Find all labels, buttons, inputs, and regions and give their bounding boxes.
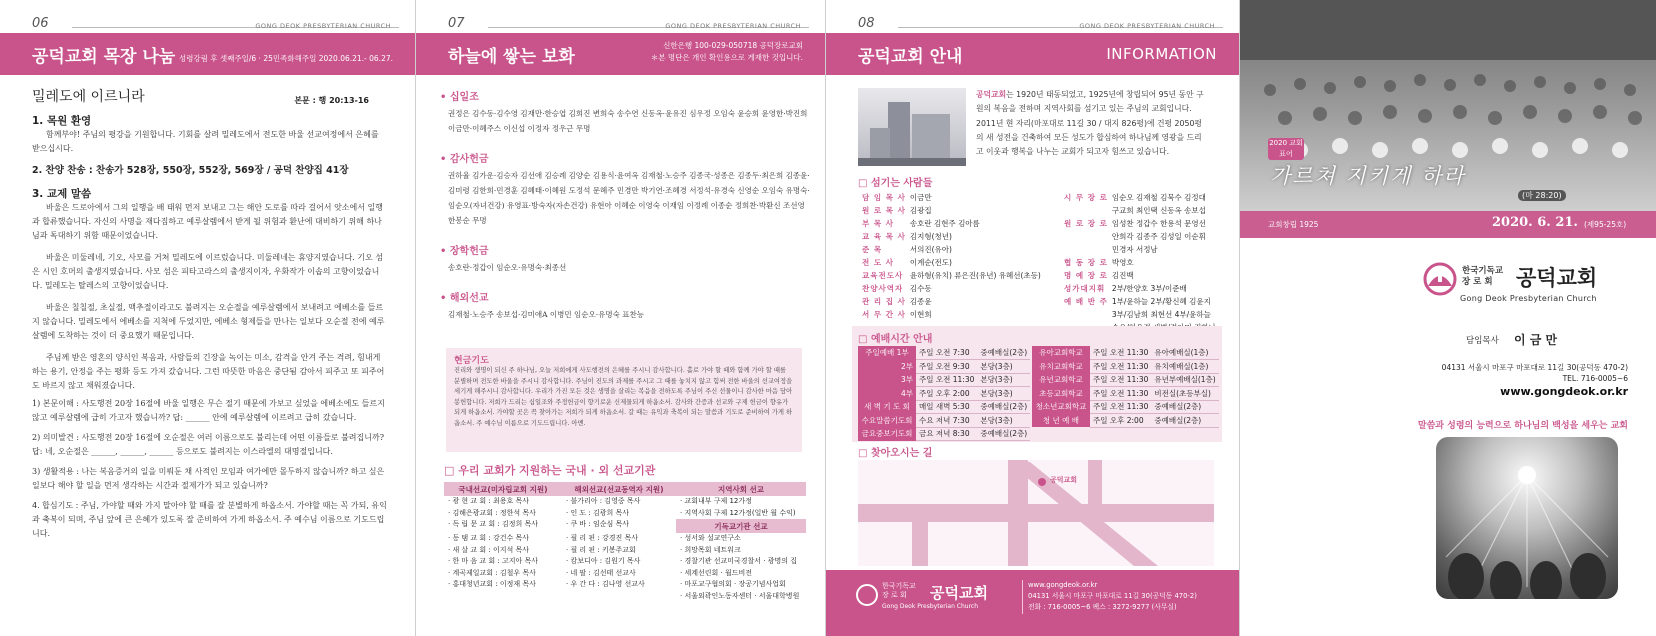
church-english-name: Gong Deok Presbyterian Church [1460,294,1597,303]
offering-list [440,88,810,322]
congregation-photo [1240,0,1656,238]
mission-item: · 필 리 핀 : 키봉주교회 [566,545,636,554]
service-heading: □ 예배시간 안내 [858,334,933,345]
section-fellowship: 3. 교제 말씀 [32,188,92,200]
motto-badge: 2020 교회표어 [1269,139,1303,158]
scripture-ref: 본문 : 행 20:13-16 [294,96,369,105]
map-graphic [858,460,1214,566]
section-welcome: 1. 목원 환영 [32,115,92,127]
bullet-icon: • [440,293,447,304]
paragraph: 주님께 받은 영혼의 양식인 복음과, 사람들의 긴장을 녹이는 미소, 감격을 안겨 주는 격려, 힘내게 하는 용기, 안정을 주는 평화 등도 가져 갔습니다. 그런 따뜻한 마음은 중단됨 감아서 피주고 또 피주어도 바르지 않고 채워졌습니다. [32,353,385,390]
staff-row: 찬양사역자 김수동 [862,284,932,293]
service-row: 청 년 예 배 주일 오후 2:00 중예배실(2층) [1032,414,1219,428]
footer-church-name: 공덕교회 [930,584,988,602]
staff-row: 원 로 목 사 김광집 [862,206,932,215]
prayer-text: 진리와 생명이 되신 주 하나님, 오늘 저희에게 사도행전의 은혜를 주시니 감사합니다. 홀로 가야 할 때와 함께 가야 할 때를 분별하며 전도한 바울을 주시니 감사합니다. 주님이 진도의 과제를 주시고 그 때를 놓치지 않고 힘써 전한 바울의 선교여정을 세기게 해주시니 감사합니다. 우리가 가진 모든 것은 생명을 살리는 복음을 전하도록 주님이 주신 선물이니 감사한 마음 담아 봉헌합니다. 저희가 드리는 십일조와 주정헌금이 향기로운 신제물되게 하옵소서. 감사와 간증과 선교와 구제 헌금이 향유가 되게 하옵소서. 가야할 곳은 꼭 찾아가는 저희가 되게 하옵소서. 갈 때는 유익과 축복이 되는 말씀과 기도로 준비하여 가게 하옵소서. 주 예수님 이름으로 기도드립니다. 아멘. [454,367,793,427]
service-row: 유치교회학교 주일 오전 11:30 유치예배실(1층) [1032,360,1219,374]
staff-row: 전 도 사 이계순(전도) [862,258,952,267]
staff-row: 원 로 장 로 임성찬 정갑수 한용석 문영선 [1064,219,1206,228]
map-church-label: 공덕교회 [1050,476,1078,484]
mission-item: · 홍대청년교회 : 이정재 목사 [448,580,536,588]
service-row: 새 벽 기 도 회 매일 새벽 5:30 중예배실(2층) [858,400,1030,414]
website-link[interactable]: www.gongdeok.or.kr [1500,385,1628,398]
page-title-band [826,33,1239,75]
paragraph: 바울은 칠칠절, 초실절, 맥추절이라고도 불려지는 오순절을 예루살렘에서 보내려고 에베소를 들르지 않습니다. 밀레도에서 에베소를 지척에 두었지만, 에베소 형제들을 만나는 일보다 오순절 전에 예루살렘에 도착하는 것이 더 중요했기 때문입니다. [32,303,385,340]
service-row: 유년교회학교 주일 오전 11:30 유년부예배실(1층) [1032,373,1219,387]
mission-item: · 광 현 교 회 : 최용호 목사 [448,497,530,505]
mission-item: · 네 팔 : 김선태 선교사 [566,568,636,577]
prayer-heading: 현금기도 [454,356,489,366]
offering-names: 권정은 김수동·김수영 김재만·한승엽 김희진 변희숙 송수연 신동옥·윤유진 심우정 오임숙 윤승희 윤영한·박진희 이금만·이혜주스 이신섭 이정자 정우근 무명 [448,109,808,133]
paragraph: 바울은 드로아에서 그의 일행을 배 태워 먼저 보내고 그는 해안 도로를 따라 걸어서 앗소에서 일행과 합류했습니다. 자신의 사명을 재다짐하고 예루살렘에서 받게 될 위험과 환난에 대비하기 위해 하나님과 독대하기 위함 때문이었습니다. [32,203,383,240]
staff-heading: □ 섬기는 사람들 [858,178,933,189]
staff-row: 부 목 사 송호란 김현주 김아름 [862,219,980,228]
footer-address: 04131 서울시 마포구 마포대로 11길 30(공덕동 470-2) [1028,592,1197,600]
question-3: 3) 생활적용 : 나는 복음증거의 일을 미뤄둔 채 사적인 모임과 여가에만 몰두하지 않습니까? 하고 싶은 일보다 해야 할 일을 먼저 생각하는 시간과 절제가가 되고 있습니까? [32,467,385,490]
service-row: 수요말씀기도회 수요 저녁 7:30 본당(3층) [858,414,1030,428]
section-prayer: 4. 합심기도 : 주님, 가야할 때와 가지 말아야 할 때를 잘 분별하게 하옵소서. 가야할 때는 꼭 가되, 유익과 축복이 되며, 주님 앞에 큰 은혜가 있도록 잘 준비하여 가게 하옵소서. 주 예수님 이름으로 기도드립니다. [32,501,387,538]
bullet-icon: • [440,154,447,165]
mission-item: · 경찰기관 선교미국경찰서 · 광명의 집 [680,557,798,565]
service-table-adult [858,346,1030,441]
logo-line: 장 로 회 [1462,277,1493,287]
logo-line: 한국기독교 [882,582,916,590]
footer-church-en: Gong Deok Presbyterian Church [882,603,979,610]
square-icon: □ [444,464,455,477]
bank-account: 신한은행 100-029-050718 공덕장로교회 [663,41,803,50]
offering-names: 권하율 김가운·김승자 김선애 김승례 김양순 김용식·윤여옥 김재철·노승주 김종국·성종은 김종두·최은희 김종윤·김미령 김한희·민경훈 김혜태·이혜원 도정석 문혜주 민경만 박기연·조혜경 서정석·유경숙 신영순 오임숙 유명숙·임순오(자녀건강) 유영표·방숙자(자손건강) 유현아 이혜순 이영숙 이재임 이정례 이종순 정희찬·박환신 조선영 한봉순 무명 [448,171,810,225]
mission-item: · 캄보디아 : 김원기 목사 [566,557,641,565]
staff-row: 3부/김남희 최현선 4부/윤하늘 [1111,310,1211,319]
page-06 [0,0,416,636]
question-2: 2) 의미발견 : 사도행전 20장 16절에 오순절은 여러 이름으로도 불리는데 어떤 이름들로 불려집니까? 답: 네, 오순절은 ______, ______, ______ 등으로도 불려지는 이스라엘의 대명절입니다. [32,433,385,456]
mission-item: · 마포교구협의회 · 장공기념사업회 [680,580,786,588]
service-row: 유아교회학교 주일 오전 11:30 유아예배실(1층) [1032,346,1219,360]
mission-item: · 한 마 음 교 회 : 고지아 목사 [448,557,539,565]
staff-row: 예 배 반 주 1부/윤하늘 2부/황신혜 김윤지 [1064,297,1211,306]
cover-page [1240,0,1656,636]
paragraph: 바울은 미둘레네, 기오, 사모를 거쳐 밀레도에 이르렀습니다. 미둘레네는 휴양지였습니다. 기오 섬은 시인 호머의 출생지였습니다. 사모 섬은 피타고라스의 출생지이자, 우화작가 이솝의 고향이었습니다. 밀레도는 탈레스의 고향이었습니다. [32,253,383,290]
mission-item: · 교회내부 구제 12가정 [680,497,752,505]
mission-item: · 동 탬 교 회 : 강건수 목사 [448,534,530,542]
church-name: GONG DEOK PRESBYTERIAN CHURCH [665,22,801,30]
offering-prayer-box [446,348,802,452]
mission-item: · 성서와 설교연구소 [680,534,741,542]
col-header: 해외선교(선교동역자 지원) [562,482,676,496]
offering-names: 송호란·정갑이 임순오·유명숙·최종선 [448,263,567,272]
page-title-band [416,33,825,75]
staff-row: 협 동 장 로 박영호 [1064,258,1134,267]
mission-item: · 세계선린회 · 월드비전 [680,568,752,577]
service-row: 4부 주일 오후 2:00 본당(3층) [858,387,1030,401]
service-row: 금요중보기도회 금요 저녁 8:30 중예배실(2층) [858,427,1030,441]
staff-table [860,191,1043,321]
missions-heading: □ 우리 교회가 지원하는 국내 · 외 선교기관 [444,464,656,477]
staff-row: 교육전도사 윤하형(유치) 류은진(유년) 유혜선(초등) [862,271,1041,280]
mission-item: · 새 살 교 회 : 이지석 목사 [448,545,530,554]
church-intro: 공덕교회는 1920년 태동되었고, 1925년에 창립되어 95년 동안 구원의 복음을 전하며 지역사회를 섬기고 있는 주님의 교회입니다. 2011년 현 자리(마포대로 11길 30 / 대지 826평)에 건평 2050평의 새 성전을 건축하여 모든 성도가 합심하여 하나님께 영광을 드리고 이웃과 행복을 나누는 교회가 되고자 힘쓰고 있습니다. [976,90,1204,157]
directions-heading: □ 찾아오시는 길 [858,448,933,459]
col-header: 기독교기관 선교 [676,519,806,533]
service-row: 청소년교회학교 주일 오전 11:30 중예배실(2층) [1032,400,1219,414]
page-08 [826,0,1240,636]
staff-row: 관 리 집 사 김종윤 [862,297,932,306]
offering-names: 김재철·노승주 송보섭·김미애A 이병민 임순오·유명숙 표찬능 [448,310,644,319]
logo-line: 한국기독교 [1462,266,1504,276]
footer-band [826,570,1240,636]
staff-row: 안희각 김종주 김성일 이순휘 [1111,232,1206,241]
service-row: 초등교회학교 주일 오전 11:30 비전실(초등부실) [1032,387,1219,401]
staff-row: 교 육 목 사 김지형(청년) [862,232,952,241]
page-title: 하늘에 쌓는 보화 [448,47,575,67]
logo-line: 장 로 회 [882,591,907,599]
offering-group: • 해외선교 김재철·노승주 송보섭·김미애A 이병민 임순오·유명숙 표찬능 [440,289,810,322]
staff-row: 민경자 서정남 [1111,245,1158,254]
service-row: 주일예배 1부 주일 오전 7:30 중예배실(2층) [858,346,1030,360]
missions-table [444,482,806,602]
sermon-title: 밀레도에 이르니라 [32,89,145,105]
page-number: 06 [32,16,49,31]
bullet-icon: • [440,246,447,257]
footer-phone: 전화 : 716-0005~6 팩스 : 3272-9277 (사무실) [1028,603,1177,611]
service-row: 2부 주일 오전 9:30 본당(3층) [858,360,1030,374]
page-title: 공덕교회 안내 [858,47,963,67]
mission-item: · 독 립 문 교 회 : 김정희 목사 [448,520,539,528]
offering-group: • 십일조 권정은 김수동·김수영 김재만·한승엽 김희진 변희숙 송수연 신동옥·윤유진 심우정 오임숙 윤승희 윤영한·박진희 이금만·이혜주스 이신섭 이정자 정우근 무명 [440,88,810,136]
church-logo-icon [1422,262,1458,296]
church-name: GONG DEOK PRESBYTERIAN CHURCH [1079,22,1215,30]
location-map [858,460,1214,566]
info-label: INFORMATION [1106,45,1217,63]
pentecost-artwork [1436,437,1618,599]
issue-date: 2020. 6. 21. [1492,215,1578,230]
motto-ref: (마 28:20) [1518,190,1566,201]
established-year: 교회창립 1925 [1268,220,1319,229]
square-icon: □ [858,178,868,189]
staff-row: 성가대지휘 2부/한양호 3부/이준배 [1064,284,1187,293]
pastor-label: 담임목사 [1466,336,1499,346]
mission-item: · 쿠 바 : 임순심 목사 [566,520,630,528]
col-header: 지역사회 선교 [676,482,806,496]
footer-web: www.gongdeok.or.kr [1028,581,1098,589]
page-subtitle: 성령강림 후 셋째주일/6 · 25민족화해주일 2020.06.21.- 06.27. [178,54,393,63]
page-07 [416,0,826,636]
staff-row: 서 무 간 사 이현희 [862,310,932,319]
mission-item: · 필 리 핀 : 강경진 목사 [566,534,639,542]
church-motto: 가르쳐 지키게 하라 [1270,164,1466,188]
square-icon: □ [858,448,868,459]
cover-address: 04131 서울시 마포구 마포대로 11길 30(공덕동 470-2) [1441,363,1628,372]
service-row: 3부 주일 오전 11:30 본당(3층) [858,373,1030,387]
mission-item: · 불가리아 : 김영중 목사 [566,497,641,505]
pastor-name: 이 금 만 [1514,333,1558,347]
mission-item: · 인 도 : 김광희 목사 [566,508,630,517]
offering-group: • 장학헌금 송호란·정갑이 임순오·유명숙·최종선 [440,242,810,275]
page-number: 08 [858,16,875,31]
staff-row: 구교희 최인택 신동옥 송보섭 [1111,206,1206,215]
question-1: 1) 본문이해 : 사도행전 20장 16절에 바울 일행은 무슨 절기 때문에 가보고 싶었을 에베소에도 들르지 않고 예루살렘에 급히 가고자 했습니까? 답: ______ 안에 예루살렘에 이르려고 급히 갔습니다. [32,399,385,422]
staff-row: 담 임 목 사 이금만 [862,193,932,202]
page-number: 07 [448,16,465,31]
church-name: GONG DEOK PRESBYTERIAN CHURCH [255,22,391,30]
mission-item: · 우 간 다 : 김나영 선교사 [566,580,645,588]
offering-group: • 감사헌금 권하율 김가운·김승자 김선애 김승례 김양순 김용식·윤여옥 김재철·노승주 김종국·성종은 김종두·최은희 김종윤·김미령 김한희·민경훈 김혜태·이혜원 도정석 문혜주 민경만 박기연·조혜경 서정석·유경숙 신영순 오임숙 유명숙·임순오(자녀건강) 유영표·방숙자(자손건강) 유현아 이혜순 이영숙 이재임 이정례 이종순 정희찬·박환신 조선영 한봉순 무명 [440,150,810,228]
mission-item: · 계곡제일교회 : 김철우 목사 [448,568,536,577]
cover-phone: TEL. 716-0005~6 [1562,374,1628,383]
mission-item: · 서울외곽인노동자센터 · 서울대학병원 [680,591,800,600]
section-hymns: 2. 찬양 찬송 : 찬송가 528장, 550장, 552장, 569장 / 공덕 찬양집 41장 [32,165,349,176]
square-icon: □ [858,334,868,345]
elders-table [1062,191,1218,334]
page-title: 공덕교회 목장 나눔 [32,47,176,67]
mission-item: · 희망목회 네트워크 [680,545,741,554]
staff-row: 준 목 서의진(유아) [862,245,952,254]
staff-row: 명 예 장 로 김진백 [1064,271,1134,280]
service-table-youth [1032,346,1219,428]
welcome-text: 함께부야! 주님의 평강을 기원합니다. 기회를 살려 밀레도에서 전도한 바울 선교여정에서 은혜를 받으십시다. [32,130,379,153]
col-header: 국내선교(미자립교회 지원) [444,482,562,496]
staff-row: 시 무 장 로 임순오 김재철 김묵수 김정대 [1064,193,1206,202]
mission-item: · 김해은광교회 : 정한석 목사 [448,508,536,517]
church-slogan: 말씀과 성령의 능력으로 하나님의 백성을 세우는 교회 [1417,421,1628,431]
notice: ＊본 명단은 개인 확인용으로 게재한 것입니다. [650,53,803,62]
page-title-band [0,33,415,75]
mission-item: · 지역사회 구제 12가정(일반 월 수익) [680,508,796,517]
issue-number: (제95-25호) [1584,220,1627,229]
church-logo-name: 공덕교회 [1516,266,1598,290]
church-building-image [858,88,966,166]
bullet-icon: • [440,92,447,103]
church-logo-icon [856,584,878,606]
